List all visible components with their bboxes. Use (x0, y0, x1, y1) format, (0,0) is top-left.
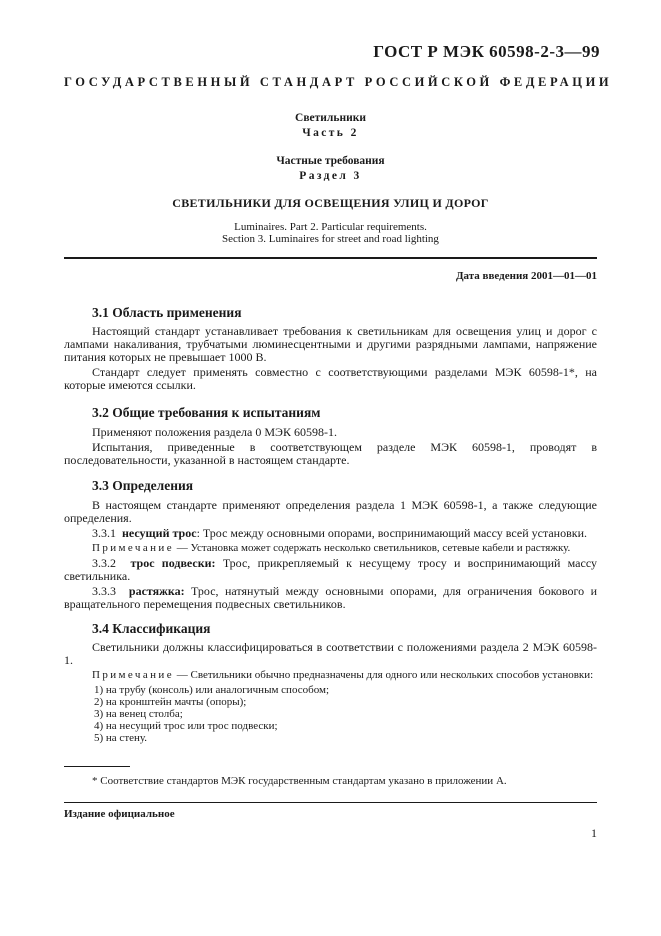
main-title: СВЕТИЛЬНИКИ ДЛЯ ОСВЕЩЕНИЯ УЛИЦ И ДОРОГ (172, 196, 489, 210)
intro-date: Дата введения 2001—01—01 (455, 270, 597, 282)
note-text: — Светильники обычно предназначены для одного или нескольких способов установки: (173, 669, 594, 681)
definition-3-3-3 (64, 585, 597, 611)
mounting-list (64, 684, 597, 744)
definition-number: 3.3.1 (92, 526, 116, 540)
title-divider (64, 257, 597, 259)
list-item: 5) на стену. (94, 732, 148, 744)
definition-term: растяжка: (128, 584, 185, 598)
paragraph: Светильники должны классифицироваться в соответствии с положениями раздела 2 МЭК 60598-1. (64, 640, 597, 667)
paragraph: Испытания, приведенные в соответствующем разделе МЭК 60598-1, проводят в последовательности, указанной в настоящем стандарте. (64, 440, 597, 467)
definition-3-3-2 (64, 557, 597, 583)
definition-text: : Трос между основными опорами, воспринимающий массу всей установки. (196, 526, 588, 540)
english-title-1: Luminaires. Part 2. Particular requirements. (234, 221, 427, 233)
list-item: 4) на несущий трос или трос подвески; (94, 720, 278, 732)
heading-3-3: 3.3 Определения (92, 478, 194, 493)
paragraph: Настоящий стандарт устанавливает требования к светильникам для освещения улиц и дорог с лампами накаливания, трубчатыми люминесцентными и другими разрядными лампами, напряжение питания которых не превышает 1000 В. (64, 324, 597, 364)
title-line-3: Частные требования (276, 155, 385, 167)
title-line-1: Светильники (295, 112, 366, 124)
definition-number: 3.3.3 (92, 584, 116, 598)
title-section: Раздел 3 (299, 170, 362, 182)
heading-3-4: 3.4 Классификация (92, 621, 211, 636)
definition-term: несущий трос (122, 526, 197, 540)
footnote: * Соответствие стандартов МЭК государственным стандартам указано в приложении А. (92, 775, 507, 787)
footer-divider (64, 802, 597, 803)
title-part: Часть 2 (302, 127, 359, 139)
section-3-2-body (64, 426, 597, 469)
definition-text: Трос, прикрепляемый к несущему тросу и воспринимающий массу светильника. (64, 556, 598, 583)
list-item: 2) на кронштейн мачты (опоры); (94, 696, 247, 708)
paragraph: В настоящем стандарте применяют определения раздела 1 МЭК 60598-1, а также следующие определения. (64, 498, 597, 525)
edition-label: Издание официальное (64, 808, 175, 820)
definition-number: 3.3.2 (92, 556, 116, 570)
section-3-4-body (64, 641, 597, 744)
paragraph: Применяют положения раздела 0 МЭК 60598-1. (92, 425, 337, 439)
definition-3-3-1 (64, 527, 597, 540)
heading-3-2: 3.2 Общие требования к испытаниям (92, 405, 321, 420)
section-3-3-body (64, 499, 597, 613)
definition-term: трос подвески: (130, 556, 216, 570)
note (64, 542, 597, 555)
footnote-rule (64, 766, 130, 767)
note-text: — Установка может содержать несколько светильников, сетевые кабели и растяжку. (173, 542, 571, 554)
definition-text: Трос, натянутый между основными опорами, для ограничения бокового и вращательного перемещения подвесных светильников. (64, 584, 597, 611)
list-item: 3) на венец столба; (94, 708, 183, 720)
note-label: Примечание (92, 542, 174, 554)
list-item: 1) на трубу (консоль) или аналогичным способом; (94, 684, 330, 696)
paragraph: Стандарт следует применять совместно с соответствующими разделами МЭК 60598-1*, на которые имеются ссылки. (64, 365, 597, 392)
document-code: ГОСТ Р МЭК 60598-2-3—99 (373, 42, 600, 61)
note-label: Примечание (92, 669, 174, 681)
section-3-1-body (64, 325, 597, 394)
page-number: 1 (591, 826, 597, 840)
organization-header: ГОСУДАРСТВЕННЫЙ СТАНДАРТ РОССИЙСКОЙ ФЕДЕРАЦИИ (64, 75, 613, 89)
english-title-2: Section 3. Luminaires for street and road lighting (222, 233, 439, 245)
heading-3-1: 3.1 Область применения (92, 305, 242, 320)
note (64, 669, 597, 682)
